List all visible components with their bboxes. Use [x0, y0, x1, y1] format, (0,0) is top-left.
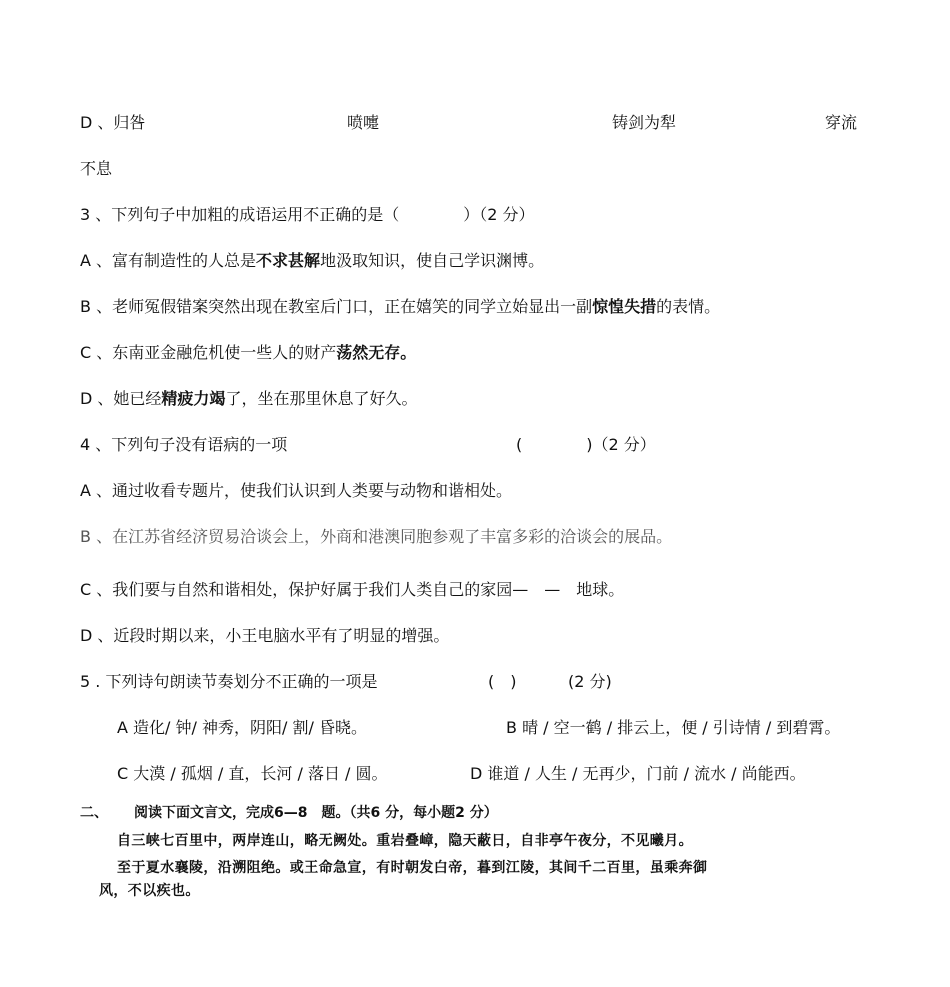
q3-option-a [80, 250, 544, 272]
classical-text-paragraph-1: 自三峡七百里中，两岸连山，略无阙处。重岩叠嶂，隐天蔽日，自非亭午夜分，不见曦月。 [117, 833, 693, 849]
q3-option-b [80, 296, 720, 318]
q4-option-c: C 、我们要与自然和谐相处，保护好属于我们人类自己的家园— — 地球。 [80, 580, 625, 599]
q5-option-d: D 谁道 / 人生 / 无再少，门前 / 流水 / 尚能西。 [470, 764, 806, 783]
q3-option-a-pre: A 、富有制造性的人总是 [80, 251, 257, 270]
q4-option-a: A 、通过收看专题片，使我们认识到人类要与动物和谐相处。 [80, 481, 513, 500]
q2-option-d-word-4: 穿流 [825, 113, 858, 132]
q3-option-b-pre: B 、老师冤假错案突然出现在教室后门口，正在嬉笑的同学立始显出一副 [80, 297, 593, 316]
q5-stem: 5 . 下列诗句朗读节奏划分不正确的一项是 [80, 672, 378, 691]
q5-option-a: A 造化/ 钟/ 神秀，阴阳/ 割/ 昏晓。 [117, 718, 367, 737]
q5-option-c: C 大漠 / 孤烟 / 直，长河 / 落日 / 圆。 [117, 764, 388, 783]
q4-option-d: D 、近段时期以来，小王电脑水平有了明显的增强。 [80, 626, 450, 645]
q5-score: (2 分) [568, 672, 612, 691]
q3-option-a-idiom: 不求甚解 [256, 251, 321, 270]
q3-option-b-post: 的表情。 [656, 297, 721, 316]
q2-option-d-word-4-continued: 不息 [80, 159, 113, 178]
q3-option-a-post: 地汲取知识，使自己学识渊博。 [320, 251, 545, 270]
q5-answer-paren: ( ) [488, 672, 517, 691]
q2-option-d-word-3: 铸剑为犁 [612, 113, 677, 132]
q3-option-c-pre: C 、东南亚金融危机使一些人的财产 [80, 343, 337, 362]
q3-option-b-idiom: 惊惶失措 [592, 297, 657, 316]
q4-stem: 4 、下列句子没有语病的一项 [80, 435, 288, 454]
q3-option-c [80, 342, 416, 364]
q4-option-b: B 、在江苏省经济贸易洽谈会上，外商和港澳同胞参观了丰富多彩的洽谈会的展品。 [80, 527, 673, 546]
q2-option-d-word-2: 喷嚏 [347, 113, 380, 132]
q3-option-c-idiom: 荡然无存。 [336, 343, 417, 362]
q3-option-d-post: 了，坐在那里休息了好久。 [225, 389, 418, 408]
classical-text-paragraph-2: 至于夏水襄陵，沿溯阻绝。或王命急宣，有时朝发白帝，暮到江陵，其间千二百里，虽乘奔御 [117, 860, 708, 876]
classical-text-paragraph-2-continued: 风，不以疾也。 [99, 883, 200, 899]
q3-stem: 3 、下列句子中加粗的成语运用不正确的是（ ）（2 分） [80, 205, 535, 224]
q4-answer-paren: ( )（2 分） [516, 435, 656, 454]
q3-option-d [80, 388, 417, 410]
q3-option-d-pre: D 、她已经 [80, 389, 162, 408]
q5-option-b: B 晴 / 空一鹤 / 排云上，便 / 引诗情 / 到碧霄。 [506, 718, 841, 737]
section-2-number: 二、 [80, 805, 108, 821]
q3-option-d-idiom: 精疲力竭 [161, 389, 226, 408]
q2-option-d-label: D 、归咎 [80, 113, 146, 132]
section-2-title: 阅读下面文言文，完成6—8 题。（共6 分，每小题2 分） [134, 805, 498, 821]
